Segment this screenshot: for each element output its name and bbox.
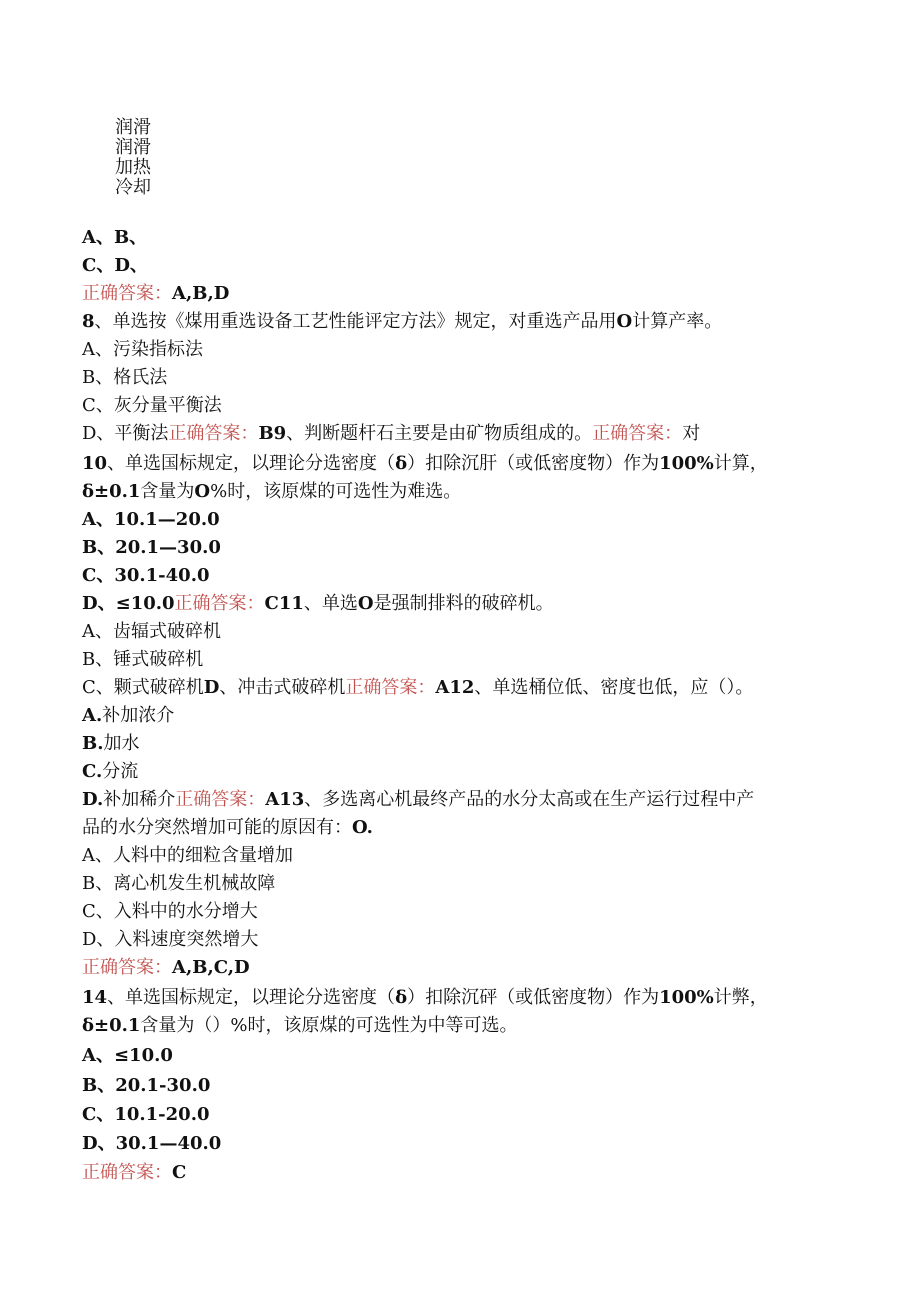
q14-option-c: C、10.1-20.0 bbox=[82, 1104, 210, 1125]
option-lubricate-1: 润滑 bbox=[115, 117, 151, 138]
q10-option-a: A、10.1—20.0 bbox=[82, 509, 220, 530]
q13-option-d: D、入料速度突然增大 bbox=[82, 929, 259, 950]
q10-option-d-and-q11: D、≤10.0正确答案：C11、单选O是强制排料的破碎机。 bbox=[82, 593, 554, 614]
q11-option-cd-and-q12: C、颗式破碎机D、冲击式破碎机正确答案：A12、单选桶位低、密度也低，应（）。 bbox=[82, 677, 754, 698]
q11-option-b: B、锤式破碎机 bbox=[82, 649, 204, 670]
q14-question-line2: δ±0.1含量为（）%时，该原煤的可选性为中等可选。 bbox=[82, 1015, 518, 1036]
q7-answer: 正确答案：A,B,D bbox=[82, 283, 230, 304]
q10-question-line1: 10、单选国标规定，以理论分选密度（δ）扣除沉肝（或低密度物）作为100%计算， bbox=[82, 453, 768, 474]
q7-option-ab: A、B、 bbox=[82, 227, 148, 248]
q8-option-d-and-q9: D、平衡法正确答案：B9、判断题杆石主要是由矿物质组成的。正确答案：对 bbox=[82, 423, 701, 444]
q8-option-b: B、格氏法 bbox=[82, 367, 168, 388]
q7-option-cd: C、D、 bbox=[82, 255, 148, 276]
q13-option-a: A、人料中的细粒含量增加 bbox=[82, 845, 293, 866]
q13-question-line2: 品的水分突然增加可能的原因有：O. bbox=[82, 817, 373, 838]
q8-option-a: A、污染指标法 bbox=[82, 339, 203, 360]
option-lubricate-2: 润滑 bbox=[115, 137, 151, 158]
q13-option-b: B、离心机发生机械故障 bbox=[82, 873, 276, 894]
q11-option-a: A、齿辐式破碎机 bbox=[82, 621, 221, 642]
q10-option-b: B、20.1—30.0 bbox=[82, 537, 221, 558]
q14-option-a: A、≤10.0 bbox=[82, 1045, 173, 1066]
q14-option-b: B、20.1-30.0 bbox=[82, 1075, 211, 1096]
q14-question-line1: 14、单选国标规定，以理论分选密度（δ）扣除沉砰（或低密度物）作为100%计弊， bbox=[82, 987, 768, 1008]
q12-option-c: C.分流 bbox=[82, 761, 139, 782]
q8-option-c: C、灰分量平衡法 bbox=[82, 395, 222, 416]
q14-option-d: D、30.1—40.0 bbox=[82, 1133, 222, 1154]
q12-option-d-and-q13: D.补加稀介正确答案：A13、多选离心机最终产品的水分太高或在生产运行过程中产 bbox=[82, 789, 755, 810]
option-cool: 冷却 bbox=[115, 177, 151, 198]
option-heat: 加热 bbox=[115, 157, 151, 178]
q14-answer: 正确答案：C bbox=[82, 1162, 187, 1183]
q12-option-a: A.补加浓介 bbox=[82, 705, 175, 726]
q8-question: 8、单选按《煤用重选设备工艺性能评定方法》规定，对重选产品用O计算产率。 bbox=[82, 311, 723, 332]
q13-option-c: C、入料中的水分增大 bbox=[82, 901, 258, 922]
q13-answer: 正确答案：A,B,C,D bbox=[82, 957, 250, 978]
q12-option-b: B.加水 bbox=[82, 733, 140, 754]
q10-option-c: C、30.1-40.0 bbox=[82, 565, 210, 586]
q10-question-line2: δ±0.1含量为O%时，该原煤的可选性为难选。 bbox=[82, 481, 462, 502]
